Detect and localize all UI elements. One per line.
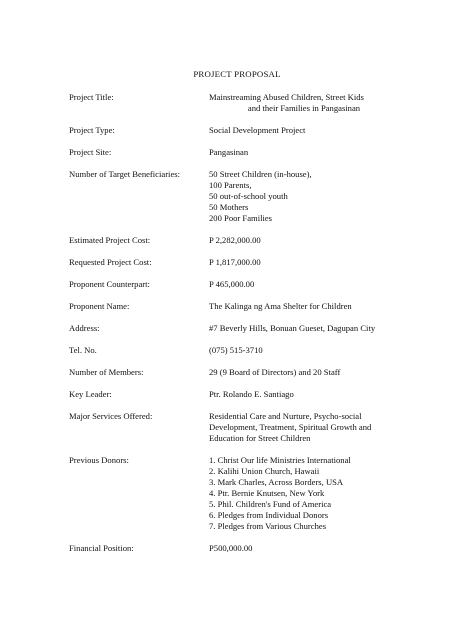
field-label: Major Services Offered: [69, 411, 153, 421]
value-line: Education for Street Children [209, 433, 311, 443]
field-value [209, 301, 459, 312]
value-line: 1. Christ Our life Ministries International [209, 455, 351, 465]
field-label: Proponent Counterpart: [69, 279, 150, 289]
value-line: 5. Phil. Children's Fund of America [209, 499, 332, 509]
field-value [209, 323, 459, 334]
field-value [209, 543, 459, 554]
field-label: Financial Position: [69, 543, 134, 553]
field-value [209, 257, 459, 268]
field-value [209, 345, 459, 356]
value-line: Ptr. Rolando E. Santiago [209, 389, 294, 399]
field-value [209, 279, 459, 290]
field-label: Project Type: [69, 125, 115, 135]
value-line: 6. Pledges from Individual Donors [209, 510, 329, 520]
field-value [209, 235, 459, 246]
value-line: 3. Mark Charles, Across Borders, USA [209, 477, 344, 487]
value-line: 200 Poor Families [209, 213, 273, 223]
value-line: Pangasinan [209, 147, 249, 157]
field-value [209, 125, 459, 136]
value-line: Development, Treatment, Spiritual Growth and [209, 422, 372, 432]
field-value [209, 455, 459, 532]
field-value [209, 147, 459, 158]
value-line: and their Families in Pangasinan [247, 103, 361, 113]
value-line: P 1,817,000.00 [209, 257, 261, 267]
field-label: Tel. No. [69, 345, 97, 355]
value-line: 4. Ptr. Bernie Knutsen, New York [209, 488, 325, 498]
field-label: Requested Project Cost: [69, 257, 152, 267]
document-title: PROJECT PROPOSAL [193, 69, 281, 79]
field-label: Address: [69, 323, 100, 333]
field-label: Project Site: [69, 147, 112, 157]
value-line: 2. Kalihi Union Church, Hawaii [209, 466, 320, 476]
value-line: 50 Street Children (in-house), [209, 169, 312, 179]
value-line: 100 Parents, [209, 180, 252, 190]
value-line: P 2,282,000.00 [209, 235, 261, 245]
field-value [209, 367, 459, 378]
field-label: Estimated Project Cost: [69, 235, 151, 245]
value-line: 50 out-of-school youth [209, 191, 288, 201]
field-value [209, 92, 459, 114]
value-line: Residential Care and Nurture, Psycho-social [209, 411, 362, 421]
value-line: (075) 515-3710 [209, 345, 263, 355]
field-value [209, 169, 459, 224]
field-label: Project Title: [69, 92, 114, 102]
value-line: The Kalinga ng Ama Shelter for Children [209, 301, 352, 311]
value-line: P 465,000.00 [209, 279, 255, 289]
field-label: Number of Members: [69, 367, 144, 377]
field-label: Number of Target Beneficiaries: [69, 169, 180, 179]
value-line: 7. Pledges from Various Churches [209, 521, 327, 531]
field-label: Proponent Name: [69, 301, 130, 311]
value-line: P500,000.00 [209, 543, 253, 553]
field-label: Key Leader: [69, 389, 112, 399]
field-label: Previous Donors: [69, 455, 129, 465]
field-value [209, 389, 459, 400]
value-line: 50 Mothers [209, 202, 249, 212]
field-value [209, 411, 459, 444]
value-line: Mainstreaming Abused Children, Street Kids [209, 92, 364, 102]
value-line: Social Development Project [209, 125, 306, 135]
value-line: #7 Beverly Hills, Bonuan Gueset, Dagupan City [209, 323, 376, 333]
value-line: 29 (9 Board of Directors) and 20 Staff [209, 367, 341, 377]
